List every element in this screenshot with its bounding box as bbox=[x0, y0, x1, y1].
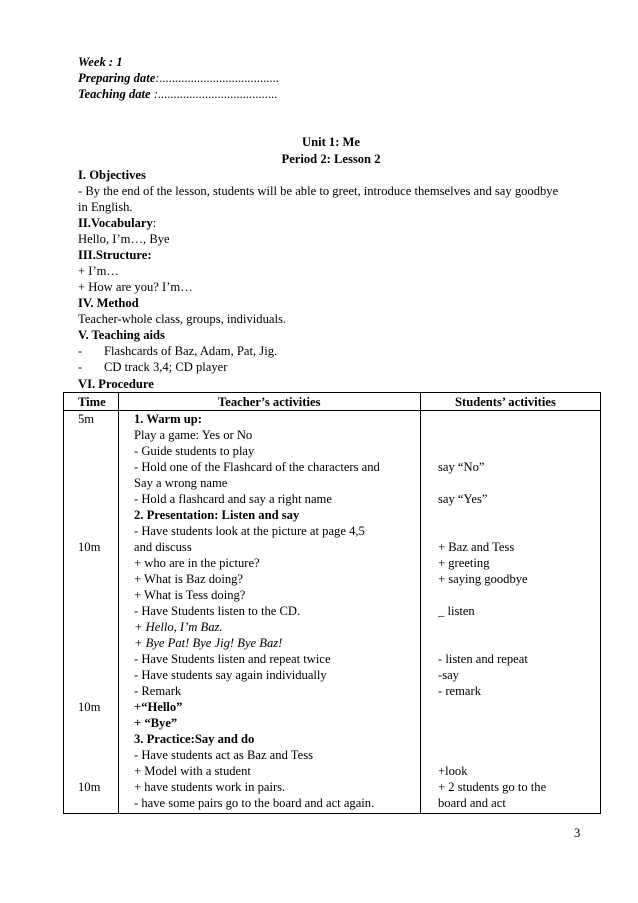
teaching-date-label: Teaching date bbox=[78, 87, 151, 101]
table-column-divider bbox=[118, 392, 119, 814]
method-text: Teacher-whole class, groups, individuals. bbox=[78, 312, 287, 326]
table-header-students: Students’ activities bbox=[455, 395, 556, 409]
time-cell: 10m bbox=[78, 540, 101, 554]
teaching-aids-item-1 bbox=[78, 343, 277, 359]
student-activity: + saying goodbye bbox=[438, 572, 528, 586]
student-activity: board and act bbox=[438, 796, 506, 810]
teacher-activity: + who are in the picture? bbox=[134, 556, 260, 570]
student-activity: + Baz and Tess bbox=[438, 540, 515, 554]
structure-item-1: + I’m… bbox=[78, 264, 120, 278]
teacher-activity: + What is Tess doing? bbox=[134, 588, 246, 602]
teacher-activity: and discuss bbox=[134, 540, 192, 554]
teaching-aids-item-1-text: Flashcards of Baz, Adam, Pat, Jig. bbox=[104, 344, 278, 358]
vocabulary-text: Hello, I’m…, Bye bbox=[78, 232, 170, 246]
vocabulary-heading: II.Vocabulary bbox=[78, 216, 153, 230]
teacher-activity: + Model with a student bbox=[134, 764, 251, 778]
student-activity: +look bbox=[438, 764, 468, 778]
teacher-activity: - have some pairs go to the board and act again. bbox=[134, 796, 375, 810]
student-activity: say “Yes” bbox=[438, 492, 488, 506]
teaching-date-dots: :...................................... bbox=[153, 87, 278, 101]
time-cell: 10m bbox=[78, 700, 101, 714]
teacher-activity: Play a game: Yes or No bbox=[134, 428, 253, 442]
preparing-date-label: Preparing date bbox=[78, 71, 156, 85]
teacher-activity: + Bye Pat! Bye Jig! Bye Baz! bbox=[134, 636, 283, 650]
student-activity: -say bbox=[438, 668, 459, 682]
teaching-aids-heading: V. Teaching aids bbox=[78, 328, 165, 342]
structure-item-2: + How are you? I’m… bbox=[78, 280, 193, 294]
vocabulary-heading-line bbox=[78, 215, 156, 231]
table-column-divider bbox=[420, 392, 421, 814]
teaching-date-line bbox=[78, 86, 278, 102]
table-header-time: Time bbox=[78, 395, 106, 409]
student-activity: _ listen bbox=[438, 604, 475, 618]
student-activity: - remark bbox=[438, 684, 482, 698]
teacher-activity: - Have Students listen and repeat twice bbox=[134, 652, 331, 666]
objectives-heading: I. Objectives bbox=[78, 168, 146, 182]
teaching-aids-item-2 bbox=[78, 359, 227, 375]
teacher-activity: + Hello, I’m Baz. bbox=[134, 620, 223, 634]
teacher-activity: - Have Students listen to the CD. bbox=[134, 604, 301, 618]
preparing-date-dots: :...................................... bbox=[155, 71, 280, 85]
time-cell: 5m bbox=[78, 412, 95, 426]
method-heading: IV. Method bbox=[78, 296, 139, 310]
teacher-activity: - Have students act as Baz and Tess bbox=[134, 748, 313, 762]
teacher-activity: - Guide students to play bbox=[134, 444, 255, 458]
student-activity: say “No” bbox=[438, 460, 485, 474]
teacher-activity: - Have students look at the picture at page 4,5 bbox=[134, 524, 365, 538]
week-label: Week : 1 bbox=[78, 55, 123, 69]
list-dash: - bbox=[78, 344, 83, 358]
structure-heading: III.Structure: bbox=[78, 248, 152, 262]
teacher-activity: - Hold one of the Flashcard of the characters and bbox=[134, 460, 380, 474]
period-title: Period 2: Lesson 2 bbox=[281, 152, 381, 166]
unit-title: Unit 1: Me bbox=[301, 135, 361, 149]
vocabulary-colon: : bbox=[152, 216, 157, 230]
teacher-activity: + have students work in pairs. bbox=[134, 780, 286, 794]
objectives-text: - By the end of the lesson, students will be able to greet, introduce themselves and say goodbye in English. bbox=[78, 184, 559, 214]
teacher-activity: Say a wrong name bbox=[134, 476, 228, 490]
student-activity: - listen and repeat bbox=[438, 652, 528, 666]
teacher-activity: - Have students say again individually bbox=[134, 668, 327, 682]
procedure-heading: VI. Procedure bbox=[78, 377, 154, 391]
teacher-activity: + “Bye” bbox=[134, 716, 178, 730]
time-cell: 10m bbox=[78, 780, 101, 794]
teacher-activity: 3. Practice:Say and do bbox=[134, 732, 255, 746]
page-number: 3 bbox=[574, 826, 581, 840]
list-dash: - bbox=[78, 360, 83, 374]
teacher-activity: 1. Warm up: bbox=[134, 412, 202, 426]
teaching-aids-item-2-text: CD track 3,4; CD player bbox=[104, 360, 228, 374]
student-activity: + greeting bbox=[438, 556, 490, 570]
teacher-activity: +“Hello” bbox=[134, 700, 183, 714]
teacher-activity: + What is Baz doing? bbox=[134, 572, 243, 586]
student-activity: + 2 students go to the bbox=[438, 780, 547, 794]
teacher-activity: - Hold a flashcard and say a right name bbox=[134, 492, 332, 506]
table-header-teacher: Teacher’s activities bbox=[218, 395, 321, 409]
teacher-activity: - Remark bbox=[134, 684, 182, 698]
preparing-date-line bbox=[78, 70, 279, 86]
teacher-activity: 2. Presentation: Listen and say bbox=[134, 508, 300, 522]
